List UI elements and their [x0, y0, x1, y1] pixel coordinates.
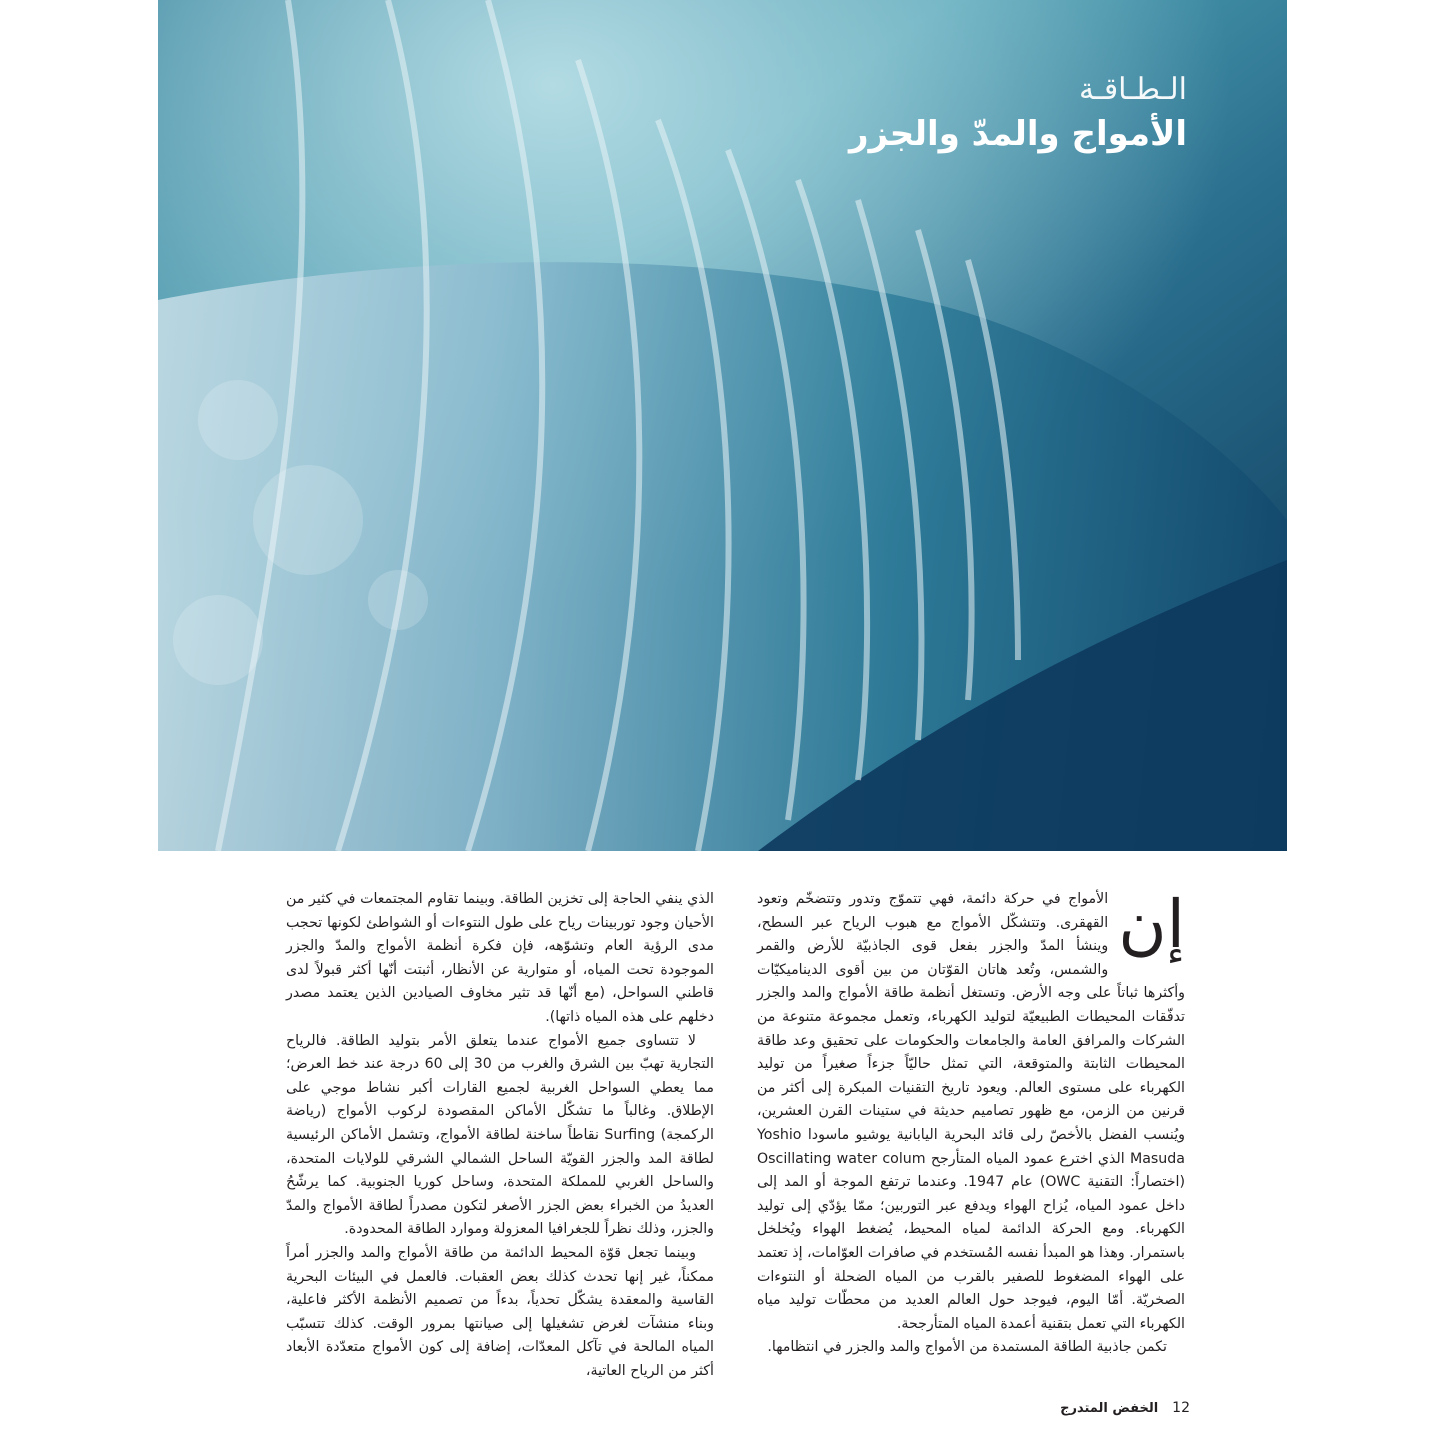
hero-photo: [158, 0, 1287, 851]
page-footer: [1060, 1400, 1190, 1416]
paragraph: الذي ينفي الحاجة إلى تخزين الطاقة. وبينما تقاوم المجتمعات في كثير من الأحيان وجود توربينات رياح على طول النتوءات أو الشواطئ لكونها تحجب مدى الرؤية العام وتشوّهه، فإن فكرة أنظمة الأمواج والمدّ والجزر الموجودة تحت المياه، أو متوارية عن الأنظار، أثبتت أنّها أكثر قبولاً لدى قاطني السواحل، (مع أنّها قد تثير مخاوف الصيادين الذين يعتمد مصدر دخلهم على هذه المياه ذاتها).: [286, 891, 714, 1025]
paragraph: وبينما تجعل قوّة المحيط الدائمة من طاقة الأمواج والمد والجزر أمراً ممكناً، غير إنها تحدث كذلك بعض العقبات. فالعمل في البيئات البحرية القاسية والمعقدة يشكّل تحدياً، بدءاً من تصميم الأنظمة الأكثر فاعلية، وبناء منشآت لغرض تشغيلها إلى صيانتها بمرور الوقت. كذلك تتسبّب المياه المالحة في تآكل المعدّات، إضافة إلى كون الأمواج متعدّدة الأبعاد أكثر من الرياح العاتية،: [286, 1244, 714, 1379]
paragraph: الأمواج في حركة دائمة، فهي تتموّج وتدور وتتضخّم وتعود القهقرى. وتتشكّل الأمواج مع هبوب الرياح عبر السطح، وينشأ المدّ والجزر بفعل قوى الجاذبيّة للأرض والقمر والشمس، وتُعد هاتان القوّتان من بين أقوى الديناميكيّات وأكثرها ثباتاً على وجه الأرض. وتستغل أنظمة طاقة الأمواج والمد والجزر تدفّقات المحيطات الطبيعيّة لتوليد الكهرباء، وتعمل مجموعة متنوعة من الشركات والمرافق العامة والجامعات والحكومات على تحقيق وعد طاقة المحيطات الثابتة والمتوقعة، التي تمثل حاليّاً جزءاً صغيراً من توليد الكهرباء على مستوى العالم. ويعود تاريخ التقنيات المبكرة إلى أكثر من قرنين من الزمن، مع ظهور تصاميم حديثة في ستينات القرن العشرين، ويُنسب الفضل بالأخصّ رلى قائد البحرية اليابانية يوشيو ماسودا Yoshio Masuda الذي اخترع عمود المياه المتأرجح Oscillating water colum (اختصاراً: التقنية OWC) عام 1947. وعندما ترتفع الموجة أو المد إلى داخل عمود المياه، يُزاح الهواء ويدفع عبر التوربين؛ ممّا يؤدّي إلى توليد الكهرباء. ومع الحركة الدائمة لمياه المحيط، يُضغط الهواء ويُخلخل باستمرار. وهذا هو المبدأ نفسه المُستخدم في صافرات العوّامات، إذ تعتمد على الهواء المضغوط للصفير بالقرب من المياه الضحلة أو النتوءات الصخريّة. أمّا اليوم، فيوجد حول العالم العديد من محطّات توليد مياه الكهرباء التي تعمل بتقنية أعمدة المياه المتأرجحة.: [757, 891, 1185, 1332]
running-section-name: الخفض المتدرج: [1060, 1401, 1159, 1416]
article-column-left: [286, 888, 714, 1383]
hero-title-block: [849, 70, 1187, 158]
paragraph: لا تتساوى جميع الأمواج عندما يتعلق الأمر بتوليد الطاقة. فالرياح التجارية تهبّ بين الشرق والغرب من 30 إلى 60 درجة عند خط العرض؛ مما يعطي السواحل الغربية لجميع القارات أكبر نشاط موجي على الإطلاق. وغالباً ما تشكّل الأماكن المقصودة لركوب الأمواج (رياضة الركمجة) Surfing نقاطاً ساخنة لطاقة الأمواج، وتشمل الأماكن الرئيسية لطاقة المد والجزر القويّة الساحل الشمالي الشرقي للولايات المتحدة، والساحل الغربي للمملكة المتحدة، وساحل كوريا الجنوبية. كما يرشّحُ العديدُ من الخبراء بعض الجزر الأصغر لتكون مصدراً لطاقة الأمواج والمدّ والجزر، وذلك نظراً للجغرافيا المعزولة وموارد الطاقة المحدودة.: [286, 1032, 715, 1238]
paragraph: تكمن جاذبية الطاقة المستمدة من الأمواج والمد والجزر في انتظامها.: [767, 1339, 1167, 1356]
article-title: الأمواج والمدّ والجزر: [849, 114, 1187, 154]
drop-cap: إن: [1118, 886, 1185, 963]
article-column-right: [757, 888, 1185, 1360]
section-kicker: الـطـاقـة: [1078, 72, 1187, 107]
page-number: 12: [1172, 1400, 1190, 1416]
